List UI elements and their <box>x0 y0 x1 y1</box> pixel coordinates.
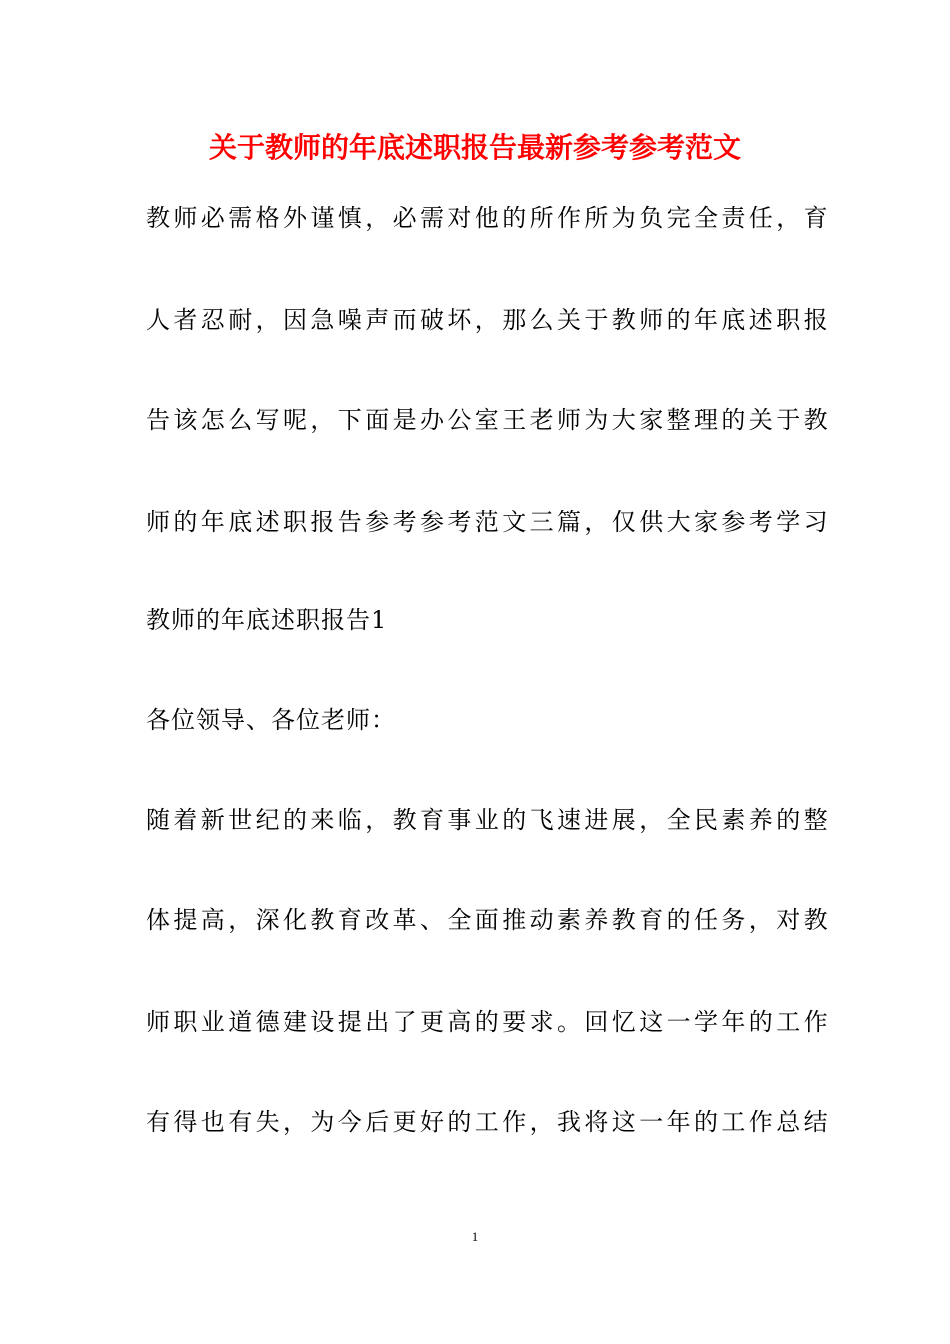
paragraph-line: 有得也有失，为今后更好的工作，我将这一年的工作总结 <box>146 1108 831 1136</box>
page-number: 1 <box>471 1229 479 1244</box>
section-heading: 教师的年底述职报告1 <box>146 606 388 634</box>
paragraph-line: 师职业道德建设提出了更高的要求。回忆这一学年的工作 <box>146 1008 831 1036</box>
paragraph-line: 人者忍耐，因急噪声而破坏，那么关于教师的年底述职报 <box>146 306 831 334</box>
paragraph-line: 教师必需格外谨慎，必需对他的所作所为负完全责任，育 <box>146 204 831 232</box>
salutation-line: 各位领导、各位老师： <box>146 706 396 734</box>
paragraph-line: 随着新世纪的来临，教育事业的飞速进展，全民素养的整 <box>146 806 831 834</box>
document-title: 关于教师的年底述职报告最新参考参考范文 <box>208 131 741 164</box>
paragraph-line: 告该怎么写呢，下面是办公室王老师为大家整理的关于教 <box>146 406 831 434</box>
paragraph-line: 体提高，深化教育改革、全面推动素养教育的任务，对教 <box>146 906 831 934</box>
paragraph-line: 师的年底述职报告参考参考范文三篇，仅供大家参考学习 <box>146 508 831 536</box>
